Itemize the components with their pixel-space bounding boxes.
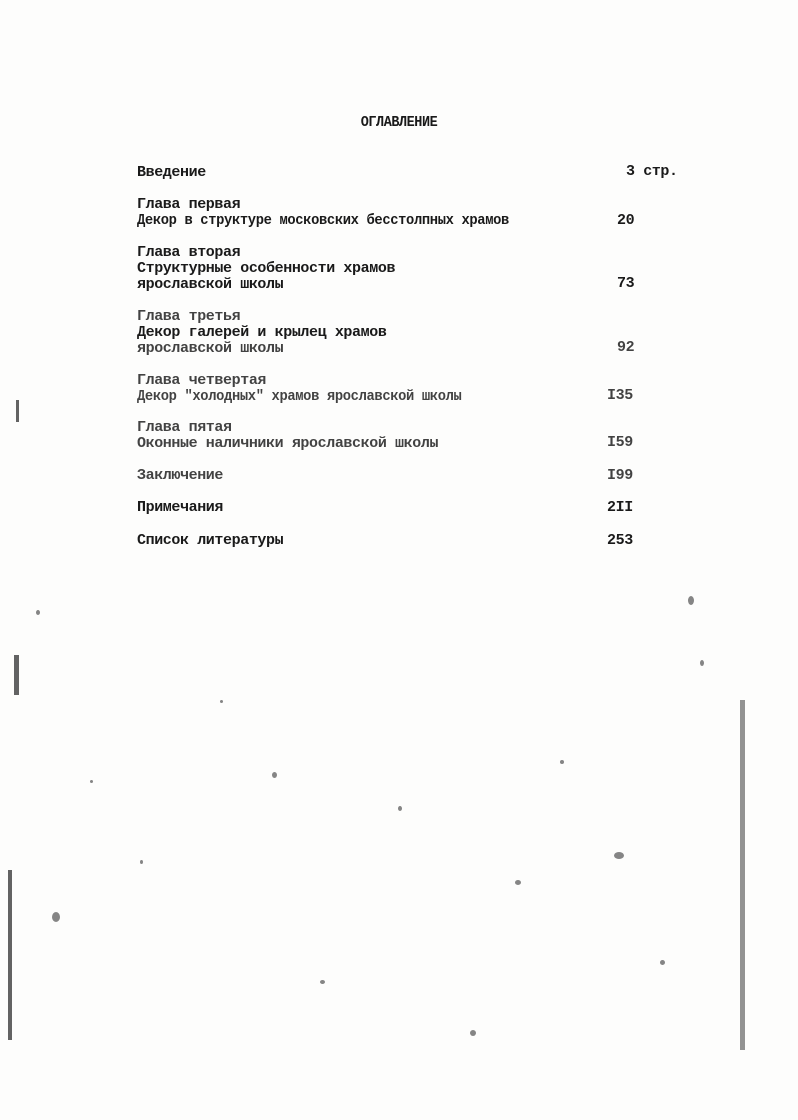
left-edge-mark (16, 400, 19, 422)
toc-page-number: 20 (617, 212, 635, 229)
toc-entry-introduction (137, 165, 206, 181)
toc-page-number: I35 (607, 387, 633, 404)
toc-page-number: 2II (607, 499, 633, 516)
toc-entry-bibliography (137, 533, 283, 549)
toc-chapter-number: Глава пятая (137, 419, 232, 436)
speck (398, 806, 402, 811)
speck (614, 852, 624, 859)
speck (515, 880, 521, 885)
toc-page-number: 3 стр. (626, 163, 678, 180)
toc-chapter-number: Глава третья (137, 308, 241, 325)
speck (140, 860, 143, 864)
toc-entry-label: Примечания (137, 499, 224, 516)
toc-chapter-title: Оконные наличники ярославской школы (137, 435, 439, 452)
speck (90, 780, 93, 783)
speck (560, 760, 564, 764)
speck (688, 596, 694, 605)
toc-entry-chapter-2 (137, 245, 395, 293)
toc-chapter-title: Декор "холодных" храмов ярославской школы (137, 388, 462, 405)
toc-chapter-number: Глава первая (137, 196, 241, 213)
toc-chapter-title: Декор галерей и крылец храмов (137, 324, 387, 341)
toc-page-number: 253 (607, 532, 633, 549)
toc-entry-conclusion (137, 468, 223, 484)
toc-page-number: I99 (607, 467, 633, 484)
toc-entry-chapter-1 (137, 197, 541, 229)
toc-chapter-title: Декор в структуре московских бесстолпных храмов (137, 212, 509, 229)
toc-chapter-title-cont: ярославской школы (137, 340, 284, 357)
speck (52, 912, 60, 922)
left-edge-mark (14, 655, 19, 695)
toc-chapter-title: Структурные особенности храмов (137, 260, 396, 277)
speck (700, 660, 704, 666)
toc-entry-label: Введение (137, 164, 206, 181)
toc-page-number: I59 (607, 434, 633, 451)
speck (320, 980, 325, 984)
toc-chapter-number: Глава четвертая (137, 372, 267, 389)
speck (272, 772, 277, 778)
toc-page-number: 92 (617, 339, 635, 356)
speck (470, 1030, 476, 1036)
speck (660, 960, 665, 965)
toc-entry-chapter-4 (137, 373, 490, 405)
toc-entry-label: Заключение (137, 467, 224, 484)
toc-chapter-title-cont: ярославской школы (137, 276, 284, 293)
toc-entry-chapter-3 (137, 309, 386, 357)
toc-entry-notes (137, 500, 223, 516)
toc-chapter-number: Глава вторая (137, 244, 241, 261)
speck (36, 610, 40, 615)
right-edge-shadow (740, 700, 745, 1050)
toc-title: ОГЛАВЛЕНИЕ (360, 114, 438, 131)
speck (220, 700, 223, 703)
toc-entry-label: Список литературы (137, 532, 284, 549)
toc-page-number: 73 (617, 275, 635, 292)
left-edge-shadow (8, 870, 12, 1040)
toc-entry-chapter-5 (137, 420, 438, 452)
